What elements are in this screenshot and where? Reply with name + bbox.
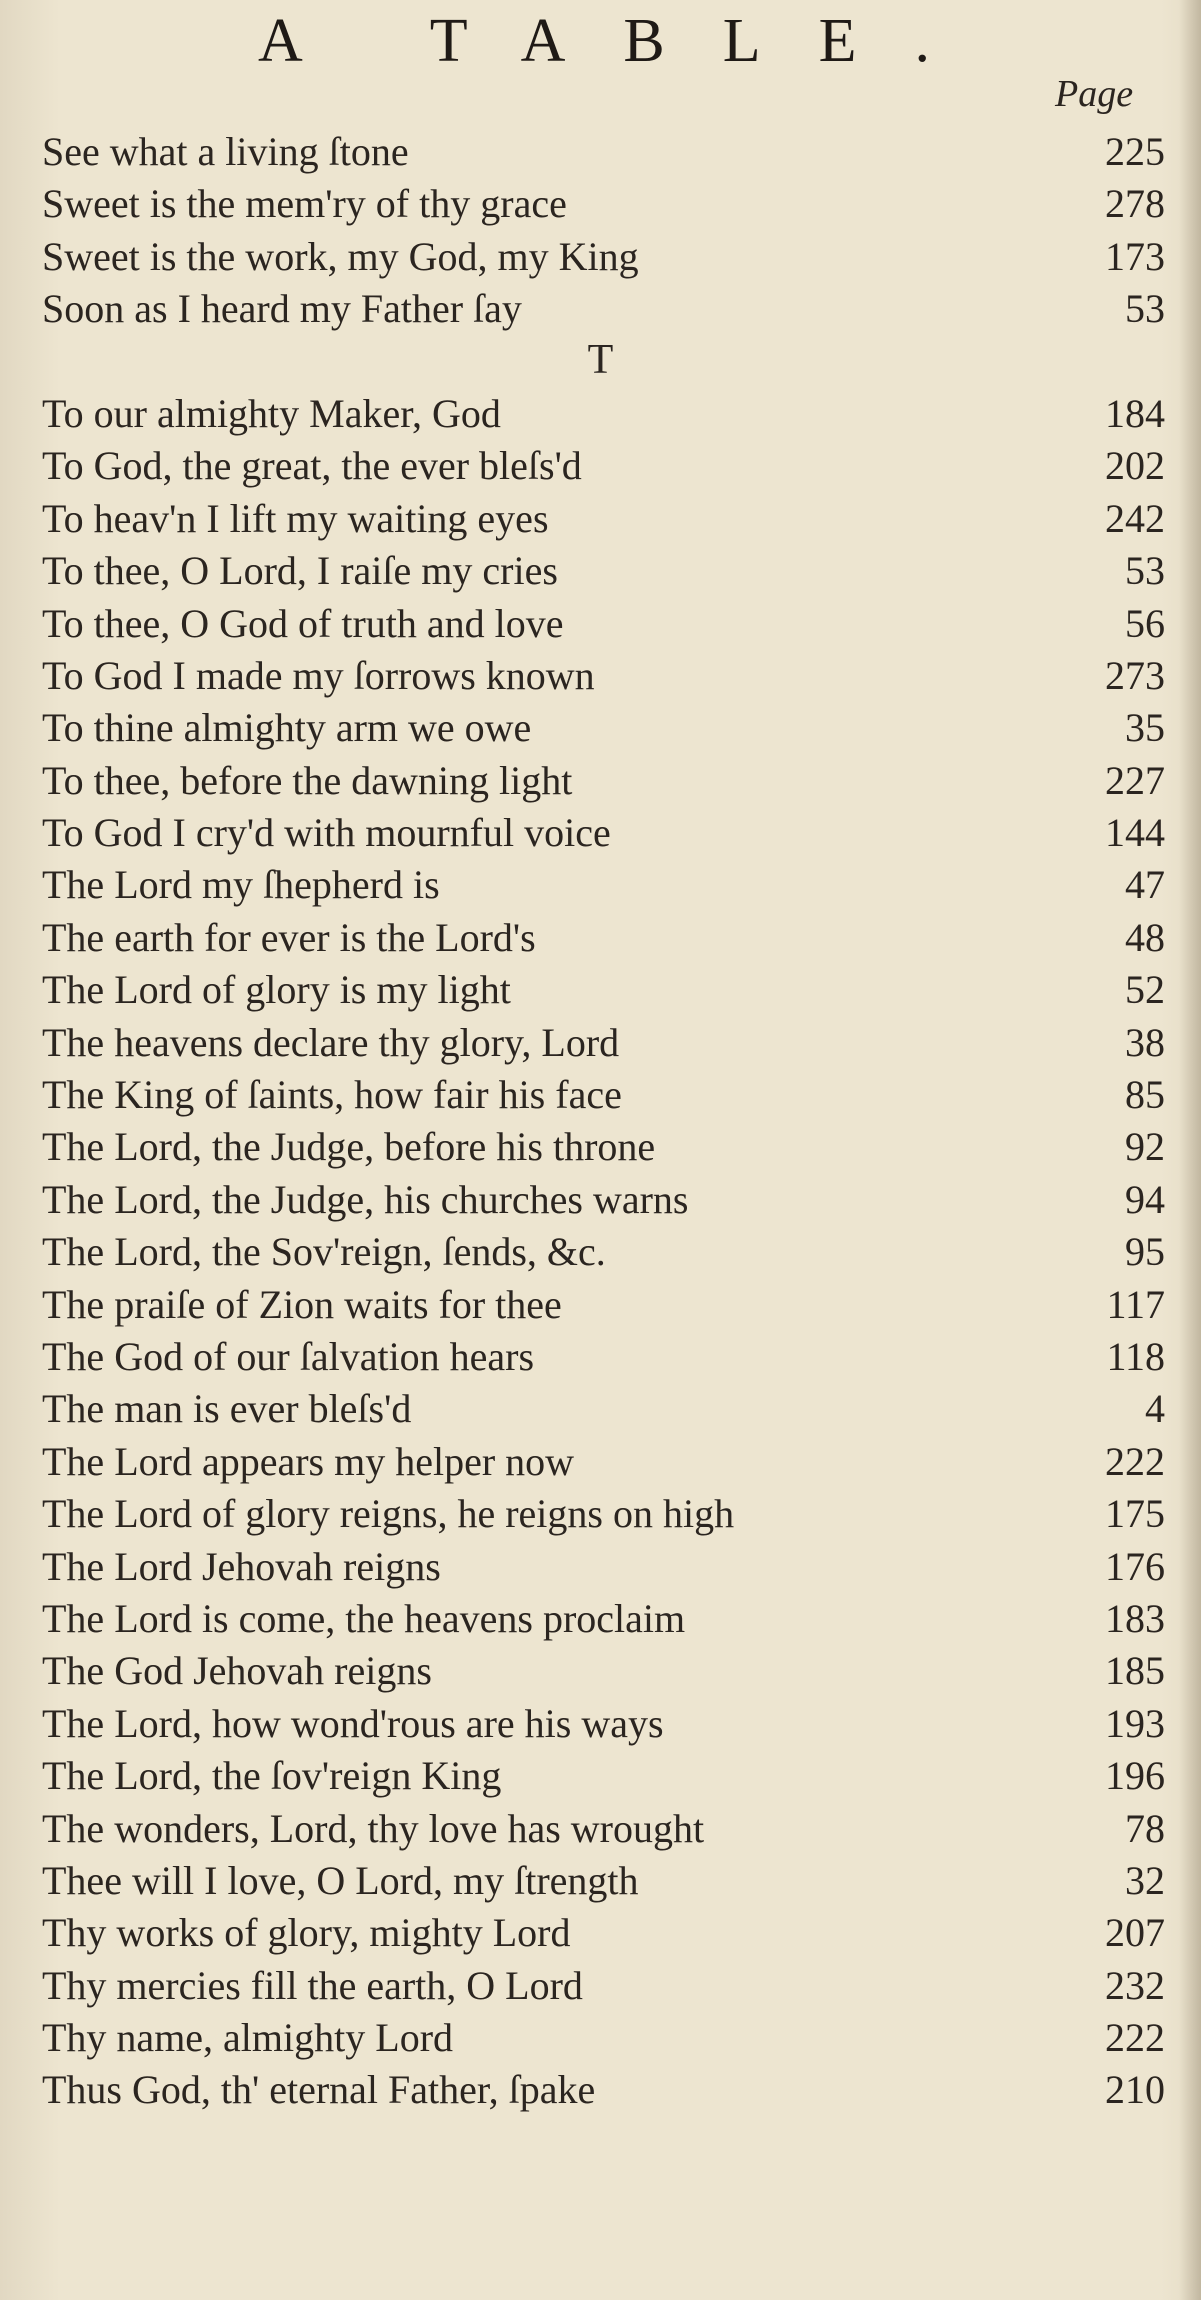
page-number: 95 (1125, 1229, 1165, 1275)
hymn-first-line: Soon as I heard my Father ſay (42, 286, 522, 332)
hymn-first-line: The earth for ever is the Lord's (42, 914, 536, 960)
hymn-first-line: The Lord, the ſov'reign King (42, 1753, 502, 1799)
hymn-first-line: The Lord, how wond'rous are his ways (42, 1700, 664, 1746)
page-number: 183 (1105, 1595, 1165, 1641)
hymn-first-line: Thy name, almighty Lord (42, 2015, 454, 2061)
table-row (0, 2010, 1201, 2062)
hymn-first-line: The Lord is come, the heavens proclaim (42, 1595, 686, 1641)
table-row (0, 1434, 1201, 1486)
hymn-first-line: The Lord Jehovah reigns (42, 1543, 441, 1589)
table-row (0, 1748, 1201, 1800)
page-number: 175 (1105, 1491, 1165, 1537)
page-number: 78 (1125, 1805, 1165, 1851)
table-row (0, 1119, 1201, 1171)
table-row (0, 124, 1201, 176)
hymn-first-line: To God I cry'd with mournful voice (42, 810, 611, 856)
page-number: 94 (1125, 1176, 1165, 1222)
table-row (0, 962, 1201, 1014)
page-title: A TABLE. (258, 7, 989, 75)
page-number: 117 (1106, 1281, 1165, 1327)
hymn-first-line: The Lord of glory is my light (42, 967, 511, 1013)
page-number: 227 (1105, 757, 1165, 803)
table-row (0, 491, 1201, 543)
table-row (0, 805, 1201, 857)
hymn-first-line: The Lord appears my helper now (42, 1438, 575, 1484)
table-of-first-lines (0, 124, 1201, 2115)
page-number: 47 (1125, 862, 1165, 908)
page-number: 52 (1125, 967, 1165, 1013)
page-number: 207 (1105, 1910, 1165, 1956)
table-row (0, 1381, 1201, 1433)
hymn-first-line: Thy works of glory, mighty Lord (42, 1910, 571, 1956)
hymn-first-line: The Lord of glory reigns, he reigns on high (42, 1491, 735, 1537)
hymn-first-line: To thine almighty arm we owe (42, 705, 532, 751)
page-number: 196 (1105, 1753, 1165, 1799)
table-row (0, 438, 1201, 490)
page-number: 92 (1125, 1124, 1165, 1170)
hymn-first-line: The God Jehovah reigns (42, 1648, 432, 1694)
page-number: 53 (1125, 548, 1165, 594)
page-number: 222 (1105, 2015, 1165, 2061)
table-row (0, 1643, 1201, 1695)
table-row (0, 1067, 1201, 1119)
table-row (0, 1591, 1201, 1643)
hymn-first-line: The God of our ſalvation hears (42, 1333, 535, 1379)
table-row (0, 596, 1201, 648)
section-letter: T (587, 336, 614, 383)
hymn-first-line: The man is ever bleſs'd (42, 1386, 412, 1432)
page-number: 53 (1125, 286, 1165, 332)
table-row (0, 1853, 1201, 1905)
page-number: 85 (1125, 1072, 1165, 1118)
page-number: 185 (1105, 1648, 1165, 1694)
table-row (0, 543, 1201, 595)
page-number: 35 (1125, 705, 1165, 751)
table-row (0, 229, 1201, 281)
page-number: 273 (1105, 652, 1165, 698)
page-header (0, 6, 1201, 76)
hymn-first-line: The Lord, the Judge, before his throne (42, 1124, 656, 1170)
table-row (0, 857, 1201, 909)
table-row (0, 910, 1201, 962)
table-row (0, 281, 1201, 333)
table-row (0, 1696, 1201, 1748)
section-heading-row (0, 334, 1201, 386)
page-number: 38 (1125, 1019, 1165, 1065)
page-number: 225 (1105, 129, 1165, 174)
page-number: 210 (1105, 2067, 1165, 2113)
table-row (0, 1905, 1201, 1957)
page-number: 4 (1145, 1386, 1165, 1432)
hymn-first-line: To heav'n I lift my waiting eyes (42, 495, 549, 541)
page-number: 232 (1105, 1962, 1165, 2008)
hymn-first-line: The wonders, Lord, thy love has wrought (42, 1805, 705, 1851)
hymn-first-line: Sweet is the mem'ry of thy grace (42, 181, 567, 227)
hymn-first-line: The Lord, the Sov'reign, ſends, &c. (42, 1229, 606, 1275)
table-row (0, 176, 1201, 228)
hymn-first-line: The heavens declare thy glory, Lord (42, 1019, 620, 1065)
hymn-first-line: Sweet is the work, my God, my King (42, 233, 639, 279)
table-row (0, 386, 1201, 438)
table-row (0, 648, 1201, 700)
table-row (0, 2062, 1201, 2114)
page-number: 48 (1125, 914, 1165, 960)
table-row (0, 1015, 1201, 1067)
table-row (0, 1172, 1201, 1224)
table-row (0, 753, 1201, 805)
table-row (0, 700, 1201, 752)
hymn-first-line: To thee, O God of truth and love (42, 600, 564, 646)
hymn-first-line: To thee, before the dawning light (42, 757, 573, 803)
table-row (0, 1224, 1201, 1276)
page-number: 176 (1105, 1543, 1165, 1589)
hymn-first-line: To God, the great, the ever bleſs'd (42, 443, 582, 489)
page-number: 193 (1105, 1700, 1165, 1746)
table-row (0, 1486, 1201, 1538)
table-row (0, 1539, 1201, 1591)
hymn-first-line: To thee, O Lord, I raiſe my cries (42, 548, 558, 594)
hymn-first-line: Thy mercies fill the earth, O Lord (42, 1962, 583, 2008)
page-number: 278 (1105, 181, 1165, 227)
hymn-first-line: Thee will I love, O Lord, my ſtrength (42, 1857, 639, 1903)
hymn-first-line: To God I made my ſorrows known (42, 652, 595, 698)
table-row (0, 1277, 1201, 1329)
page-number: 202 (1105, 443, 1165, 489)
page-number: 222 (1105, 1438, 1165, 1484)
page-number: 32 (1125, 1857, 1165, 1903)
hymn-first-line: See what a living ſtone (42, 129, 409, 174)
page-number: 144 (1105, 810, 1165, 856)
hymn-first-line: To our almighty Maker, God (42, 390, 501, 436)
table-row (0, 1329, 1201, 1381)
page-column-label: Page (1055, 73, 1134, 115)
hymn-first-line: The praiſe of Zion waits for thee (42, 1281, 562, 1327)
table-row (0, 1801, 1201, 1853)
hymn-first-line: The Lord, the Judge, his churches warns (42, 1176, 689, 1222)
page-number: 56 (1125, 600, 1165, 646)
hymn-first-line: The Lord my ſhepherd is (42, 862, 440, 908)
hymn-first-line: Thus God, th' eternal Father, ſpake (42, 2067, 596, 2113)
page-number: 118 (1106, 1333, 1165, 1379)
hymn-first-line: The King of ſaints, how fair his face (42, 1072, 622, 1118)
page-number: 242 (1105, 495, 1165, 541)
page-number: 184 (1105, 390, 1165, 436)
page-number: 173 (1105, 233, 1165, 279)
table-row (0, 1958, 1201, 2010)
